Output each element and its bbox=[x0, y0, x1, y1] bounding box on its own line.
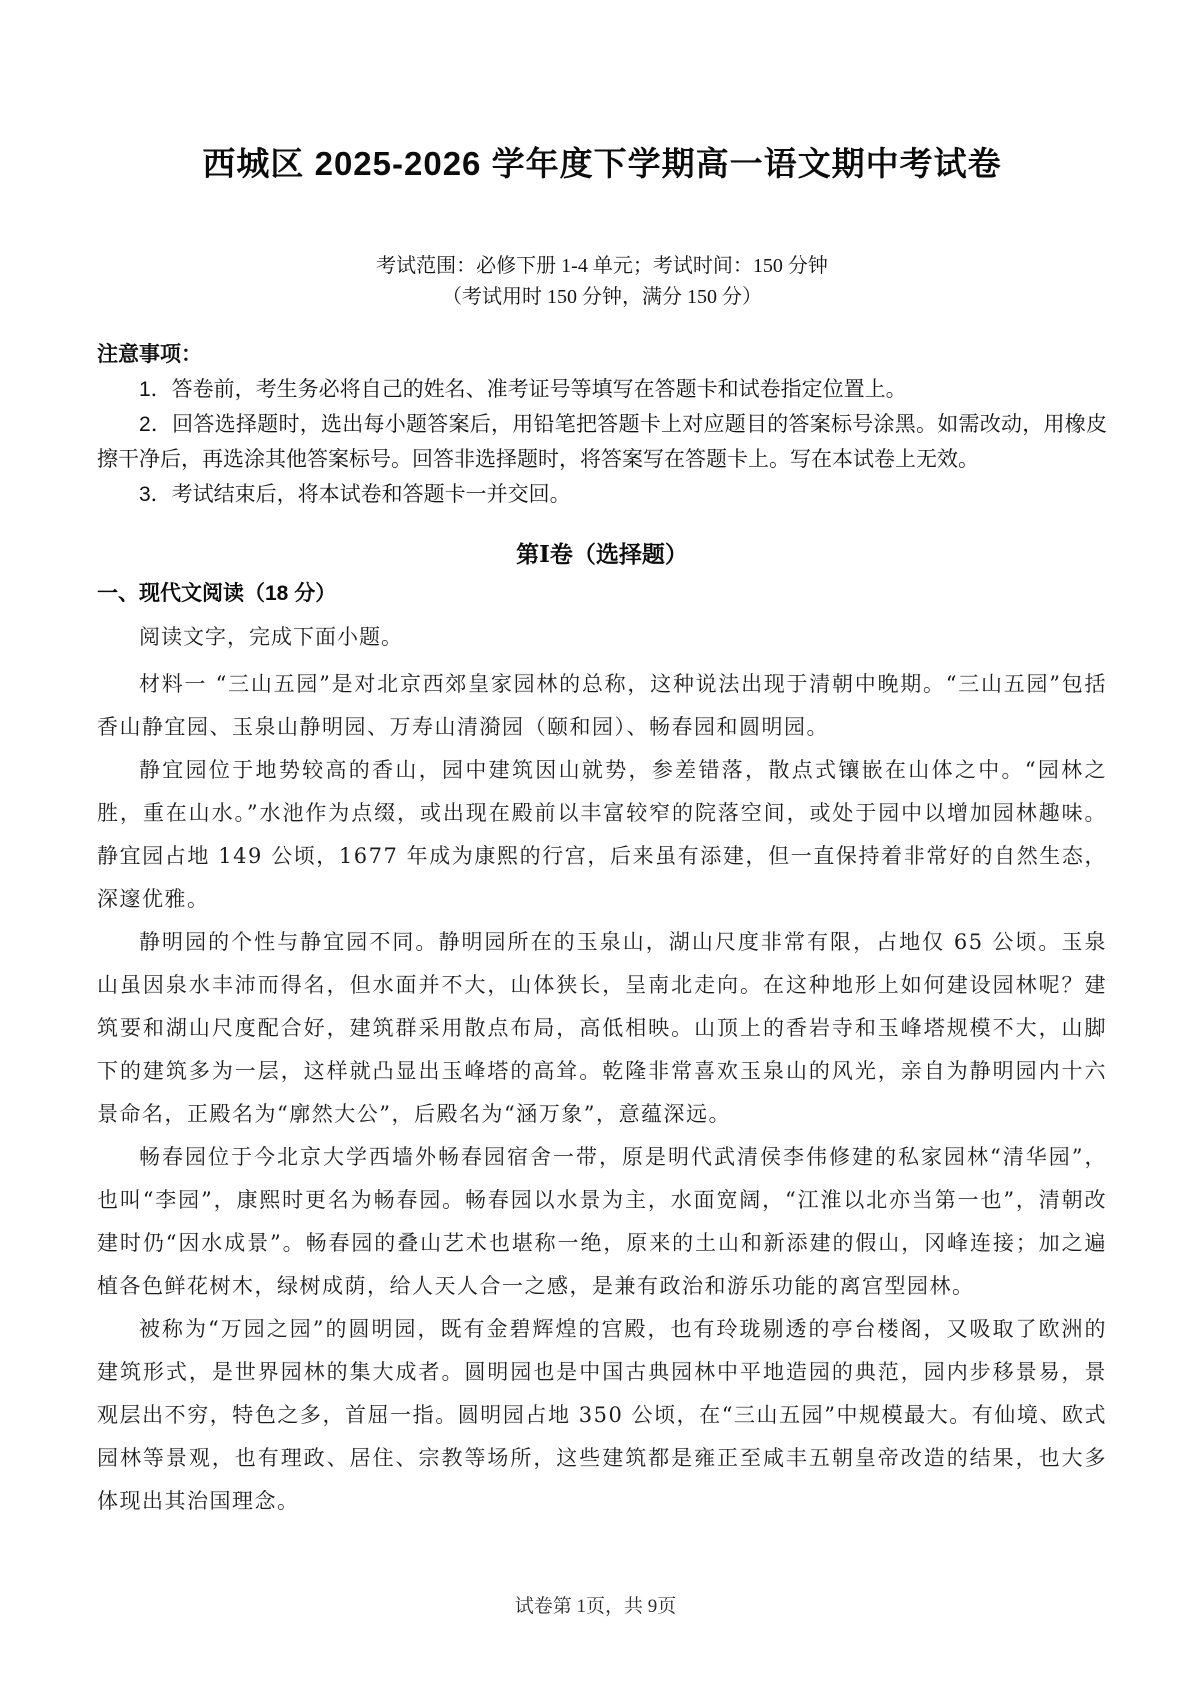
exam-scope-line: 考试范围：必修下册 1-4 单元；考试时间：150 分钟 bbox=[376, 255, 828, 277]
passage-paragraph-5: 被称为“万园之园”的圆明园，既有金碧辉煌的宫殿，也有玲珑剔透的亭台楼阁，又吸取了欧洲的建筑形式，是世界园林的集大成者。圆明园也是中国古典园林中平地造园的典范，园内步移景易，景观层出不穷，特色之多，首屈一指。圆明园占地 350 公顷，在“三山五园”中规模最大。有仙境、欧式园林等景观，也有理政、居住、宗教等场所，这些建筑都是雍正至咸丰五朝皇帝改造的结果，也大多体现出其治国理念。 bbox=[97, 1317, 1107, 1513]
exam-meta bbox=[97, 251, 1107, 313]
passage-paragraph-1: 材料一 “三山五园”是对北京西郊皇家园林的总称，这种说法出现于清朝中晚期。“三山五园”包括香山静宜园、玉泉山静明园、万寿山清漪园（颐和园）、畅春园和圆明园。 bbox=[97, 672, 1107, 739]
exam-duration-line: （考试用时 150 分钟，满分 150 分） bbox=[442, 286, 762, 308]
notice-item-3: 3．考试结束后，将本试卷和答题卡一并交回。 bbox=[139, 483, 571, 506]
volume-heading: 第Ⅰ卷（选择题） bbox=[516, 542, 688, 567]
passage-paragraph-3: 静明园的个性与静宜园不同。静明园所在的玉泉山，湖山尺度非常有限，占地仅 65 公顷。玉泉山虽因泉水丰沛而得名，但水面并不大，山体狭长，呈南北走向。在这种地形上如何建设园林呢？建筑要和湖山尺度配合好，建筑群采用散点布局，高低相映。山顶上的香岩寺和玉峰塔规模不大，山脚下的建筑多为一层，这样就凸显出玉峰塔的高耸。乾隆非常喜欢玉泉山的风光，亲自为静明园内十六景命名，正殿名为“廓然大公”，后殿名为“涵万象”，意蕴深远。 bbox=[97, 930, 1107, 1126]
notice-item-1: 1．答卷前，考生务必将自己的姓名、准考证号等填写在答题卡和试卷指定位置上。 bbox=[139, 378, 907, 401]
page-content bbox=[0, 138, 1191, 1523]
reading-passage bbox=[97, 663, 1107, 1523]
page-title: 西城区 2025-2026 学年度下学期高一语文期中考试卷 bbox=[202, 145, 1002, 182]
passage-paragraph-2: 静宜园位于地势较高的香山，园中建筑因山就势，参差错落，散点式镶嵌在山体之中。“园林之胜，重在山水。”水池作为点缀，或出现在殿前以丰富较窄的院落空间，或处于园中以增加园林趣味。静宜园占地 149 公顷，1677 年成为康熙的行宫，后来虽有添建，但一直保持着非常好的自然生态，深邃优雅。 bbox=[97, 758, 1107, 911]
reading-instruction: 阅读文字，完成下面小题。 bbox=[139, 625, 403, 649]
page-footer: 试卷第 1页，共 9页 bbox=[514, 1596, 677, 1617]
notice-item-2: 2．回答选择题时，选出每小题答案后，用铅笔把答题卡上对应题目的答案标号涂黑。如需改动，用橡皮擦干净后，再选涂其他答案标号。回答非选择题时，将答案写在答题卡上。写在本试卷上无效。 bbox=[97, 413, 1107, 471]
section-heading: 一、现代文阅读（18 分） bbox=[97, 582, 337, 605]
notice-section bbox=[97, 337, 1107, 512]
notice-heading: 注意事项： bbox=[97, 343, 202, 366]
passage-paragraph-4: 畅春园位于今北京大学西墙外畅春园宿舍一带，原是明代武清侯李伟修建的私家园林“清华园”，也叫“李园”，康熙时更名为畅春园。畅春园以水景为主，水面宽阔，“江淮以北亦当第一也”，清朝改建时仍“因水成景”。畅春园的叠山艺术也堪称一绝，原来的土山和新添建的假山，冈峰连接；加之遍植各色鲜花树木，绿树成荫，给人天人合一之感，是兼有政治和游乐功能的离宫型园林。 bbox=[97, 1145, 1107, 1298]
